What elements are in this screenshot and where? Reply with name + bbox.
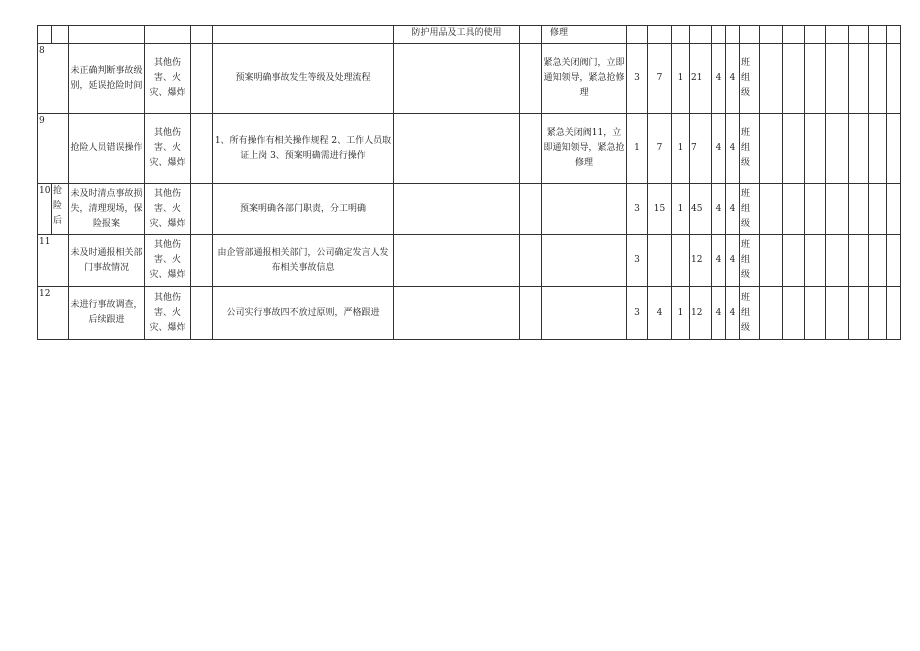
table-cell	[191, 26, 213, 44]
table-row	[38, 287, 901, 340]
table-cell	[191, 44, 213, 114]
table-cell	[826, 287, 849, 340]
table-cell	[520, 235, 542, 287]
measures-cell: 预案明确事故发生等级及处理流程	[213, 44, 394, 114]
table-cell	[849, 287, 869, 340]
table-cell	[712, 26, 726, 44]
table-cell	[869, 287, 887, 340]
table-cell	[760, 184, 783, 235]
hazard-cell: 未及时清点事故损失，清理现场，保险报案	[69, 184, 145, 235]
table-cell	[213, 26, 394, 44]
table-cell	[805, 235, 826, 287]
table-cell	[783, 235, 805, 287]
table-cell	[887, 184, 901, 235]
measures-cell: 预案明确各部门职责，分工明确	[213, 184, 394, 235]
risk-level-cell: 4	[712, 44, 726, 114]
table-cell	[38, 26, 52, 44]
exposure-cell: 4	[648, 287, 672, 340]
risk-score-cell: 7	[690, 114, 712, 184]
consequence-cell: 其他伤害、火灾、爆炸	[145, 287, 191, 340]
table-cell	[760, 235, 783, 287]
measures-cell: 公司实行事故四不放过原则，严格跟进	[213, 287, 394, 340]
table-cell	[849, 114, 869, 184]
consequence-score-cell	[672, 235, 690, 287]
hazard-cell: 未及时通报相关部门事故情况	[69, 235, 145, 287]
risk-level-cell: 4	[712, 287, 726, 340]
exposure-cell: 7	[648, 114, 672, 184]
table-cell	[869, 114, 887, 184]
table-cell	[849, 26, 869, 44]
risk-class-cell: 4	[726, 184, 740, 235]
risk-level-cell: 4	[712, 114, 726, 184]
table-cell	[520, 44, 542, 114]
table-cell	[627, 26, 648, 44]
risk-score-cell: 12	[690, 235, 712, 287]
consequence-cell: 其他伤害、火灾、爆炸	[145, 235, 191, 287]
table-row	[38, 44, 901, 114]
table-cell	[887, 235, 901, 287]
table-cell	[805, 26, 826, 44]
emergency-cell: 紧急关闭阀11，立即通知领导，紧急抢修理	[542, 114, 627, 184]
table-cell	[783, 184, 805, 235]
row-number: 11	[38, 235, 69, 287]
control-level-cell: 班组级	[740, 44, 760, 114]
risk-class-cell: 4	[726, 114, 740, 184]
hazard-cell: 抢险人员错误操作	[69, 114, 145, 184]
table-cell	[191, 287, 213, 340]
emergency-cell	[542, 235, 627, 287]
protection-cell	[394, 235, 520, 287]
protection-cell	[394, 287, 520, 340]
exposure-cell: 15	[648, 184, 672, 235]
likelihood-cell: 3	[627, 184, 648, 235]
likelihood-cell: 3	[627, 287, 648, 340]
table-cell	[672, 26, 690, 44]
table-cell	[826, 184, 849, 235]
table-cell	[52, 26, 69, 44]
table-cell	[69, 26, 145, 44]
risk-assessment-table	[37, 25, 901, 340]
emergency-cell	[542, 287, 627, 340]
likelihood-cell: 3	[627, 44, 648, 114]
table-cell	[760, 287, 783, 340]
table-cell	[869, 26, 887, 44]
risk-score-cell: 45	[690, 184, 712, 235]
table-cell	[760, 26, 783, 44]
table-cell	[849, 44, 869, 114]
likelihood-cell: 3	[627, 235, 648, 287]
table-cell	[826, 44, 849, 114]
table-cell	[648, 26, 672, 44]
table-cell	[805, 44, 826, 114]
measures-cell: 由企管部通报相关部门，公司确定发言人发布相关事故信息	[213, 235, 394, 287]
table-cell	[520, 287, 542, 340]
consequence-score-cell: 1	[672, 114, 690, 184]
table-cell	[783, 287, 805, 340]
table-row	[38, 235, 901, 287]
consequence-score-cell: 1	[672, 44, 690, 114]
table-cell	[869, 44, 887, 114]
table-cell	[191, 184, 213, 235]
table-cell	[849, 235, 869, 287]
table-cell	[826, 235, 849, 287]
table-cell	[760, 114, 783, 184]
row-number: 8	[38, 44, 69, 114]
table-cell	[805, 114, 826, 184]
table-cell	[740, 26, 760, 44]
table-cell	[191, 114, 213, 184]
table-row	[38, 114, 901, 184]
risk-level-cell: 4	[712, 184, 726, 235]
table-cell	[783, 26, 805, 44]
table-cell	[783, 114, 805, 184]
risk-class-cell: 4	[726, 235, 740, 287]
control-level-cell: 班组级	[740, 287, 760, 340]
stage-cell: 抢险后	[52, 184, 69, 235]
emergency-cell	[542, 184, 627, 235]
table-cell	[826, 114, 849, 184]
consequence-score-cell: 1	[672, 184, 690, 235]
table-cell	[520, 184, 542, 235]
table-cell	[805, 287, 826, 340]
row-number: 10	[38, 184, 52, 235]
risk-score-cell: 21	[690, 44, 712, 114]
table-cell	[783, 44, 805, 114]
table-cell	[191, 235, 213, 287]
table-header-continuation	[38, 26, 901, 44]
table-cell	[869, 184, 887, 235]
row-number: 9	[38, 114, 69, 184]
consequence-cell: 其他伤害、火灾、爆炸	[145, 184, 191, 235]
table-cell	[760, 44, 783, 114]
control-level-cell: 班组级	[740, 184, 760, 235]
table-cell	[805, 184, 826, 235]
protection-cell	[394, 114, 520, 184]
consequence-score-cell: 1	[672, 287, 690, 340]
table-cell	[887, 287, 901, 340]
table-cell	[887, 26, 901, 44]
risk-level-cell: 4	[712, 235, 726, 287]
hazard-cell: 未正确判断事故级别，延误抢险时间	[69, 44, 145, 114]
likelihood-cell: 1	[627, 114, 648, 184]
table-cell	[145, 26, 191, 44]
row-number: 12	[38, 287, 69, 340]
exposure-cell	[648, 235, 672, 287]
emergency-cell: 紧急关闭阀门，立即通知领导，紧急抢修理	[542, 44, 627, 114]
table-cell	[690, 26, 712, 44]
consequence-cell: 其他伤害、火灾、爆炸	[145, 44, 191, 114]
table-cell	[520, 114, 542, 184]
table-row	[38, 184, 901, 235]
measures-header-tail: 防护用品及工具的使用	[394, 26, 520, 44]
control-level-cell: 班组级	[740, 114, 760, 184]
table-cell	[849, 184, 869, 235]
emergency-header-tail: 修理	[542, 26, 627, 44]
protection-cell	[394, 44, 520, 114]
consequence-cell: 其他伤害、火灾、爆炸	[145, 114, 191, 184]
table-cell	[520, 26, 542, 44]
exposure-cell: 7	[648, 44, 672, 114]
protection-cell	[394, 184, 520, 235]
hazard-cell: 未进行事故调查，后续跟进	[69, 287, 145, 340]
table-cell	[726, 26, 740, 44]
table-cell	[869, 235, 887, 287]
table-cell	[887, 44, 901, 114]
risk-class-cell: 4	[726, 44, 740, 114]
table-cell	[887, 114, 901, 184]
risk-class-cell: 4	[726, 287, 740, 340]
measures-cell: 1、所有操作有相关操作规程 2、工作人员取证上岗 3、预案明确需进行操作	[213, 114, 394, 184]
table-cell	[826, 26, 849, 44]
control-level-cell: 班组级	[740, 235, 760, 287]
risk-score-cell: 12	[690, 287, 712, 340]
